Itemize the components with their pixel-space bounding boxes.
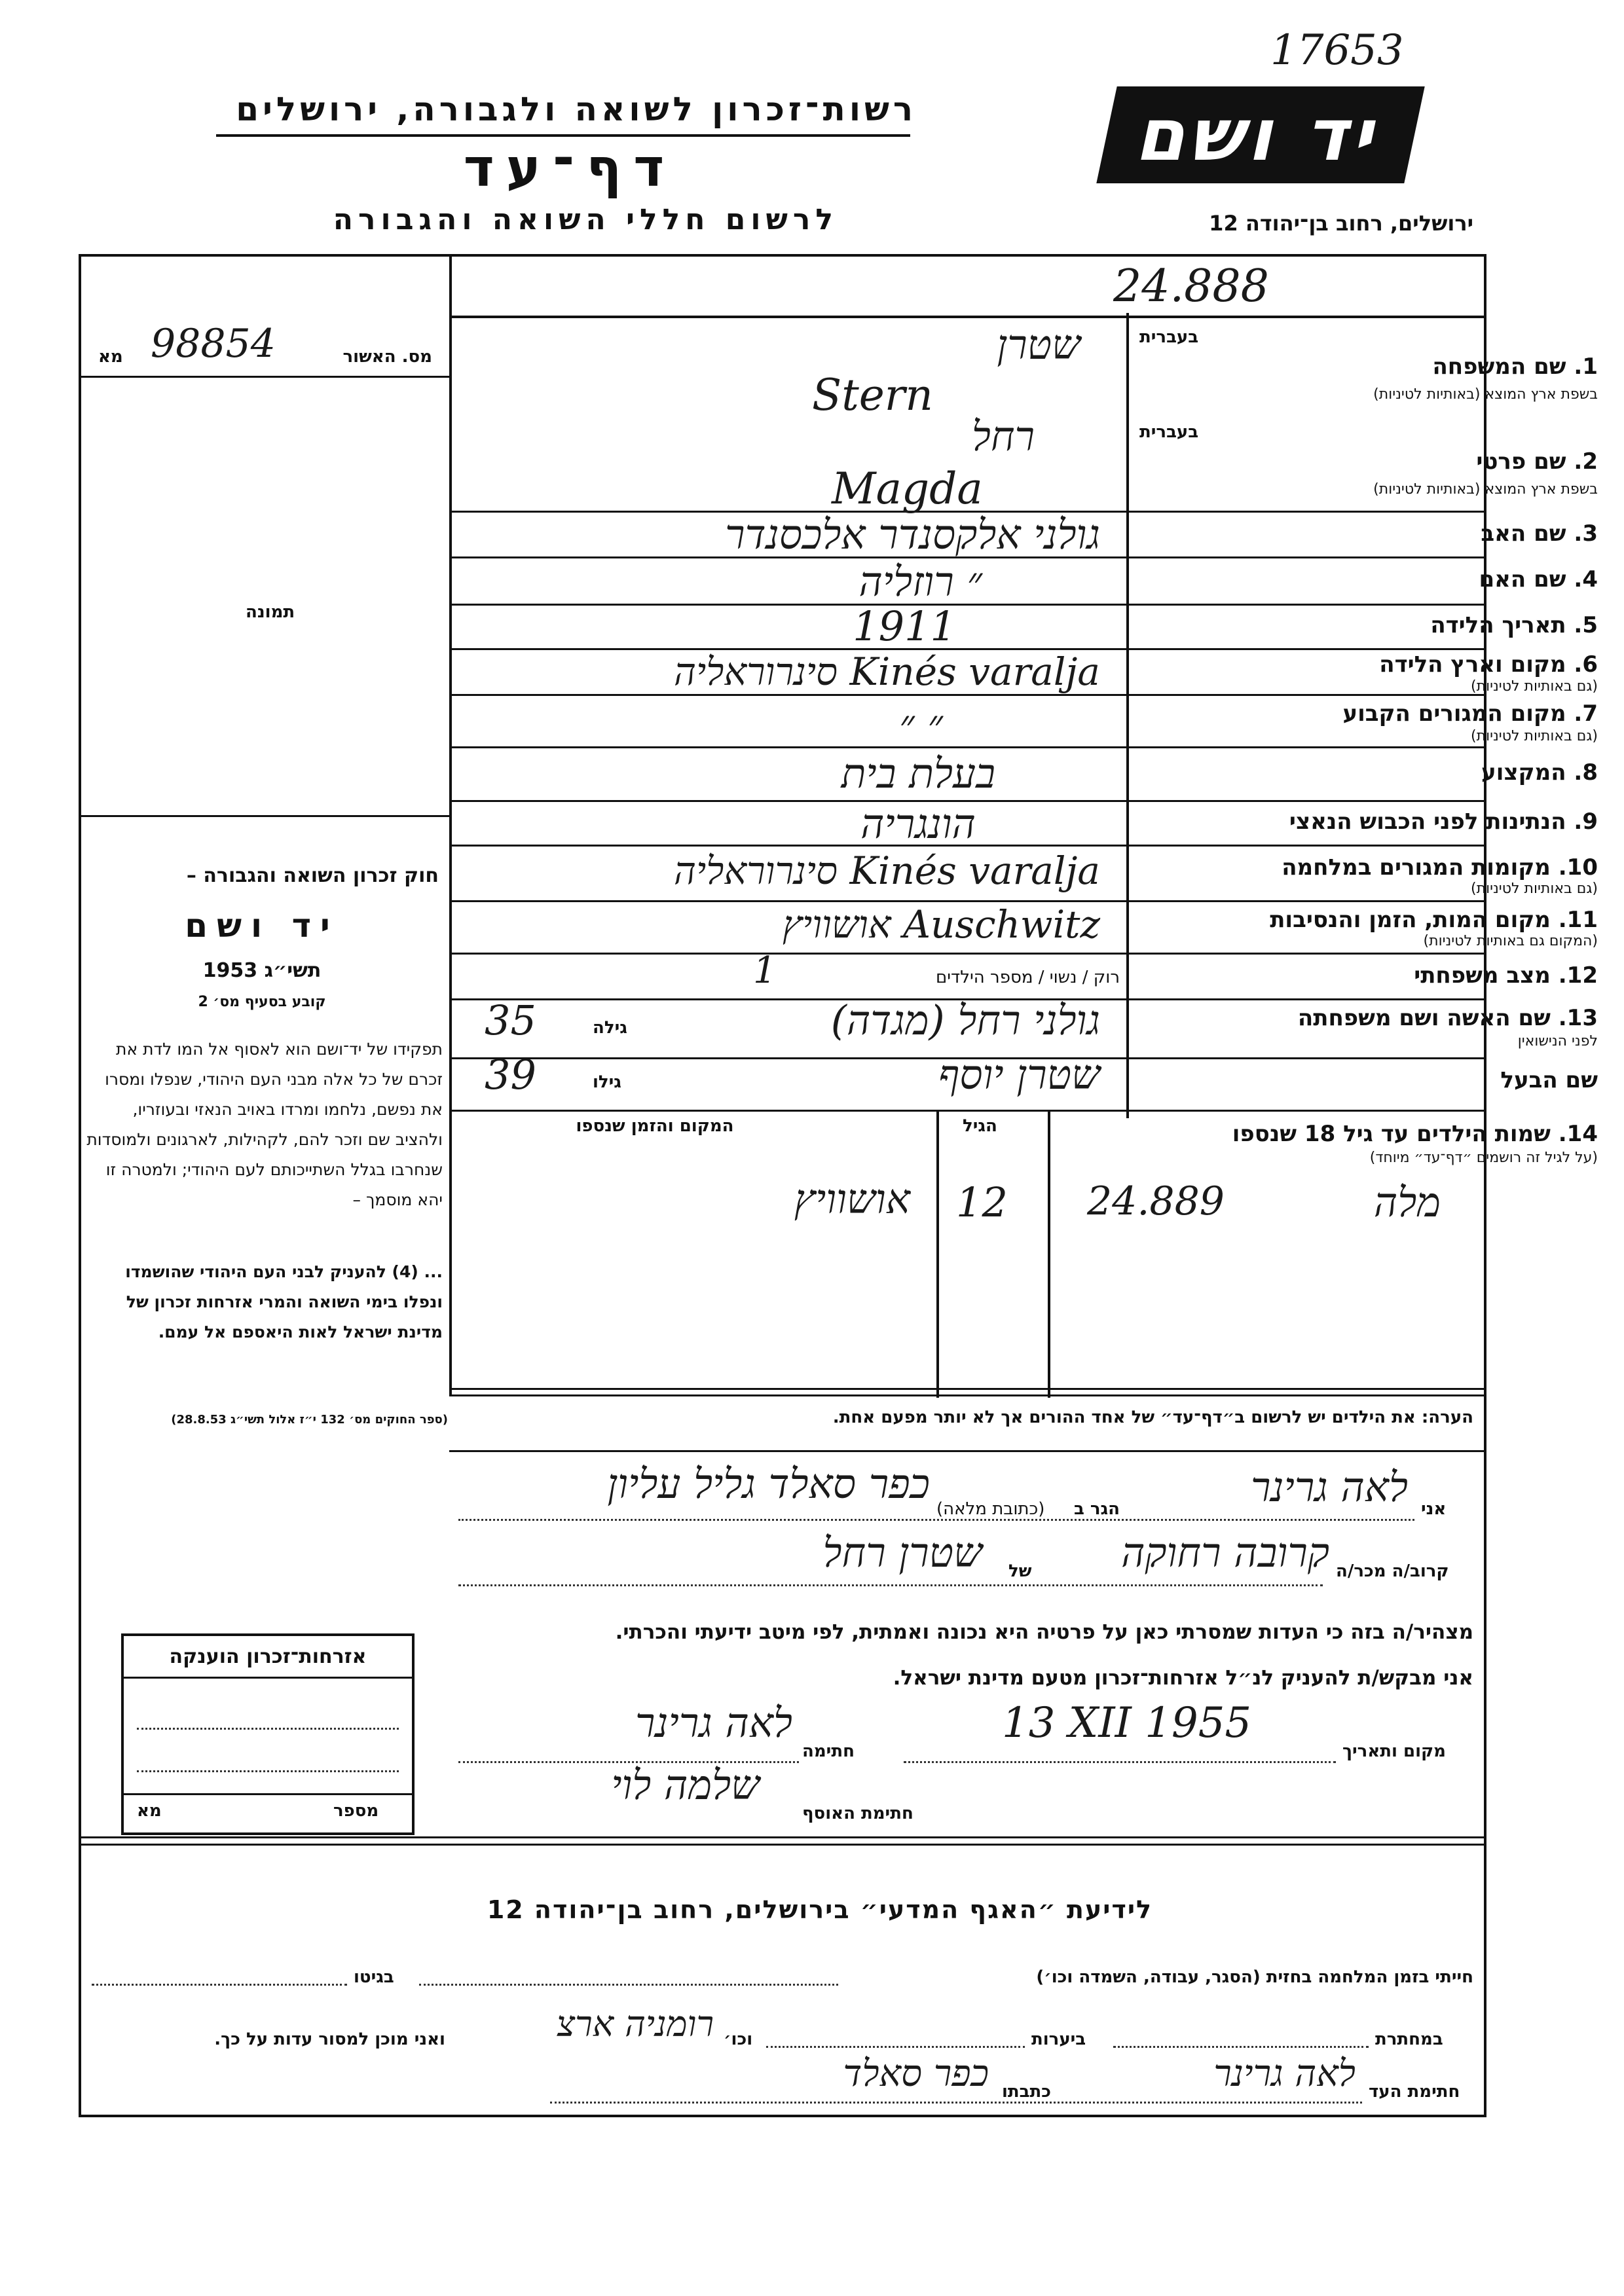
family-name-hebrew: שטרן [997,321,1080,369]
archive-number: 17653 [1270,26,1404,75]
row-7-label [1342,701,1598,727]
label-column-divider [1126,313,1129,1118]
row-13-label [1298,1005,1598,1031]
war-front-end-label: בגיטו [354,1967,394,1987]
law-year: תשי״ג 1953 [202,959,322,982]
note-label: הערה: [1421,1408,1473,1427]
child-name: מלה [1373,1178,1441,1226]
war-front-line [419,1984,838,1986]
row-number: 10. [1558,854,1598,881]
bottom-section-rule [79,1836,1486,1838]
row-label-text: שמות הילדים עד גיל 18 שנספו [1232,1121,1551,1147]
children-count: 1 [753,949,777,992]
children-place-header: המקום והזמן שנספו [576,1116,734,1136]
witness-top-rule [449,1450,1486,1452]
residence: ״ ״ [899,701,943,748]
citizenship-stamp-box [121,1633,415,1835]
photo-bottom-rule [79,815,451,817]
note [458,1408,1473,1427]
bottom-signature-line [550,2102,1362,2104]
row-8-label [1481,759,1598,786]
birth-date: 1911 [853,602,956,650]
marital-status-options: רוק / נשוי / מספר הילדים [935,968,1120,987]
header-rule [216,134,910,137]
war-front-label: חייתי בזמן המלחמה בחזית (הסגר, עבודה, השמדה וכו׳) [1036,1967,1473,1987]
relative-label: קרוב/ה מכר/ה [1336,1561,1449,1581]
family-name-latin: Stern [812,370,933,420]
row-10-sub: (גם באותיות לטיניות) [1471,881,1598,897]
stamp-line [137,1770,399,1772]
row-label-text: מקום המגורים הקבוע [1342,701,1566,727]
bottom-title: לידיעת ״האגף המדעי״ בירושלים, רחוב בן־יהודה 12 [487,1895,1153,1924]
authority-title: רשות־זכרון לשואה ולגבורה, ירושלים [236,90,917,128]
row-number: 5. [1574,612,1598,638]
date-line [904,1761,1336,1763]
row-label-text: שם האב [1481,520,1566,547]
approval-prefix: מא [98,347,123,367]
bottom-section-rule [79,1844,1486,1846]
row-label-text: מצב משפחתי [1414,962,1551,989]
row-11-label [1270,907,1598,933]
row-label-text: שם המשפחה [1432,354,1566,380]
child-death-place: אושוויץ [794,1175,910,1223]
form-title: דף־עד [463,137,676,198]
row-label-text: שם פרטי [1476,448,1566,475]
stamp-line [137,1728,399,1730]
husband-age: 39 [485,1051,536,1099]
husband-name: שטרן יוסף [938,1051,1100,1099]
row-5-label [1430,612,1598,638]
stamp-prefix: מא [137,1801,162,1821]
signature-label: חתימה [802,1741,855,1761]
law-clause: קובע בסעיף מס׳ 2 [198,994,326,1010]
row-2-label [1476,448,1598,475]
row-1-label [1432,354,1598,380]
husband-label: שם הבעל [1500,1067,1598,1093]
wartime-residence: Kinés varalja סינרוראליה [674,848,1100,893]
witness-of-name: שטרן רחל [822,1529,982,1576]
law-paragraph-2: ... (4) להעניק לבני העם היהודי שהושמדו ונפלו בימי השואה והמרי אזרחות זכרון של מדינת ישראל לאות היאספם אל עמם. [125,1262,443,1341]
note-text: את הילדים יש לרשום ב״דף־עד״ של אחד ההורים אך לא יותר מפעם אחת. [832,1408,1416,1427]
husband-age-label: גילו [593,1072,621,1092]
frame-top [79,254,1486,257]
law-paragraph-1: תפקידו של יד־ושם הוא לאסוף אל המו לדת את זכרם של כל אלה מבני העם היהודי, שנפלו ומסרו את נפשם, נלחמו ומרדו באויב הנאזי ובעוזריו, ולהציב שם וזכר להם, לקהילות, לארגונים ולמוסדות שנחרבו בגלל השתייכותם לעם היהודי; ולמטרה זו יהא מוסמך – [86,1040,443,1209]
row-3-label [1481,520,1598,547]
witness-request: אני מבקש/ת להעניק לנ״ל אזרחות־זכרון מטעם מדינת ישראל. [893,1666,1473,1690]
row-line-top [449,316,1486,318]
law-name: יד ושם [185,907,339,945]
row-number: 2. [1574,448,1598,475]
row-7-sub: (גם באותיות לטיניות) [1471,728,1598,744]
note-rule [449,1394,1486,1396]
row-1-sub: בשפת ארץ המוצא (באותיות לטיניות) [1373,386,1598,403]
witness-gar-be: הגר ב [1074,1499,1120,1519]
page-number: 24.888 [1113,261,1269,312]
relative-line [458,1584,1323,1586]
children-sub: (על לגיל זה רושמים ״דף־עד״ מיוחד) [1369,1150,1598,1166]
frame-bottom [79,2115,1486,2117]
mother-name: ״ רוזליה [858,558,982,606]
row-number: 13. [1558,1005,1598,1031]
note-top-rule [449,1388,1486,1390]
row-label-text: שם האשה ושם משפחתה [1297,1005,1551,1031]
witness-signature: לאה גרינר [635,1699,792,1747]
underground-line [1113,2046,1369,2048]
row-label-text: מקום וארץ הלידה [1379,651,1566,678]
row-12-label [1414,962,1598,989]
row-label-text: מקום המות, הזמן והנסיבות [1270,907,1551,933]
row-2-sub: בשפת ארץ המוצא (באותיות לטיניות) [1373,481,1598,498]
row-number: 12. [1558,962,1598,989]
stamp-rule [124,1793,412,1795]
row-number: 11. [1558,907,1598,933]
child-page-number: 24.889 [1087,1178,1225,1224]
wartime-location: רומניה ארצ [556,2003,714,2045]
stamp-number-label: מספר [333,1801,379,1821]
wife-age-label: גילה [593,1018,627,1038]
witness-address-label: (כתובת מלאה) [936,1499,1045,1519]
row-label-text: המקצוע [1481,759,1566,786]
forests-line [766,2046,1025,2048]
row-13-sub: לפני הנישואין [1517,1033,1598,1049]
first-name-hebrew: רחל [971,412,1035,460]
stamp-rule [124,1677,412,1679]
war-front-line [92,1984,347,1986]
bottom-witness-signature: לאה גרינר [1213,2052,1356,2095]
address-label: כתבתו [1002,2082,1052,2102]
children-age-header: הגיל [963,1116,997,1136]
row-1-hebrew-tag: בעברית [1139,327,1199,347]
row-10-label [1282,854,1598,881]
witness-line [458,1519,1414,1521]
nationality: הונגריה [860,800,976,848]
row-6-sub: (גם באותיות לטיניות) [1471,678,1598,695]
declaration-date: 13 XII 1955 [1002,1699,1252,1747]
address: ירושלים, רחוב בן־יהודה 12 [1209,211,1473,236]
row-label-text: מקומות המגורים במלחמה [1282,854,1551,881]
row-line [449,694,1486,696]
death-place: Auschwitz אושוויץ [782,902,1100,947]
profession: בעלת בית [841,750,995,797]
row-line [449,1110,1486,1112]
witness-relation: קרובה רחוקה [1121,1529,1329,1576]
form-subtitle: לרשום חללי השואה והגבורה [333,203,838,236]
children-col-divider [936,1110,939,1398]
photo-label: תמונה [246,602,295,622]
witness-shel: של [1008,1561,1032,1581]
first-name-latin: Magda [832,464,983,514]
row-number: 4. [1574,566,1598,592]
witness-ani: אני [1421,1499,1447,1519]
child-age: 12 [956,1178,1008,1226]
collector-label: חתימת האוסף [802,1804,913,1823]
row-9-label [1289,809,1598,835]
yad-vashem-logo: יד ושם [1096,86,1424,183]
witness-address: כפר סאלד גליל עליון [607,1460,930,1508]
children-label [1232,1121,1598,1147]
row-number: 8. [1574,759,1598,786]
witness-name: לאה גרינר [1250,1463,1408,1511]
wife-name: גולני רחל (מגדה) [830,996,1100,1044]
row-number: 3. [1574,520,1598,547]
row-label-text: שם האם [1479,566,1566,592]
row-number: 6. [1574,651,1598,678]
testimony-willing: ואני מוכן למסור עדות על כך. [214,2030,445,2049]
row-label-text: הנתינות לפני הכבוש הנאצי [1289,809,1566,835]
row-number: 9. [1574,809,1598,835]
row-2-hebrew-tag: בעברית [1139,422,1199,442]
birth-place: Kinés varalja סינרוראליה [674,649,1100,694]
row-number: 7. [1574,701,1598,727]
row-label-text: תאריך הלידה [1430,612,1566,638]
witness-signature-label: חתימת העד [1369,2082,1460,2102]
row-6-label [1379,651,1598,678]
wife-age: 35 [485,996,536,1044]
stamp-title: אזרחות־זכרון הוענקה [169,1645,367,1668]
row-number: 14. [1558,1121,1598,1147]
etc-label: וכו׳ [724,2030,753,2049]
approval-number: 98854 [151,321,276,367]
left-column-divider [449,254,452,1396]
approval-rule [79,376,451,378]
forests-label: ביערות [1031,2030,1086,2049]
bottom-witness-address: כפר סאלד [843,2052,989,2095]
row-11-sub: (המקום גם באותיות לטיניות) [1423,933,1598,949]
collector-signature: שלמה לוי [611,1761,760,1809]
row-number: 1. [1574,354,1598,380]
row-4-label [1479,566,1598,592]
father-name: גולני אלקסנדר אלכסנדר [725,511,1100,558]
row-line [449,953,1486,955]
approval-label: מס. האשור [342,347,432,367]
law-reference: (ספר החוקים מס׳ 132 י״ז אלול תשי״ג 28.8.53) [171,1413,448,1427]
witness-declaration: מצהיר/ה בזה כי העדות שמסרתי כאן על פרטיה היא נכונה ואמתית, לפי מיטב ידיעתי והכרתי. [615,1620,1473,1644]
underground-label: במחתרת [1375,2030,1443,2049]
place-date-label: מקום ותאריך [1342,1741,1446,1761]
law-title: חוק זכרון השואה והגבורה – [186,864,439,887]
children-col-divider [1048,1110,1050,1398]
